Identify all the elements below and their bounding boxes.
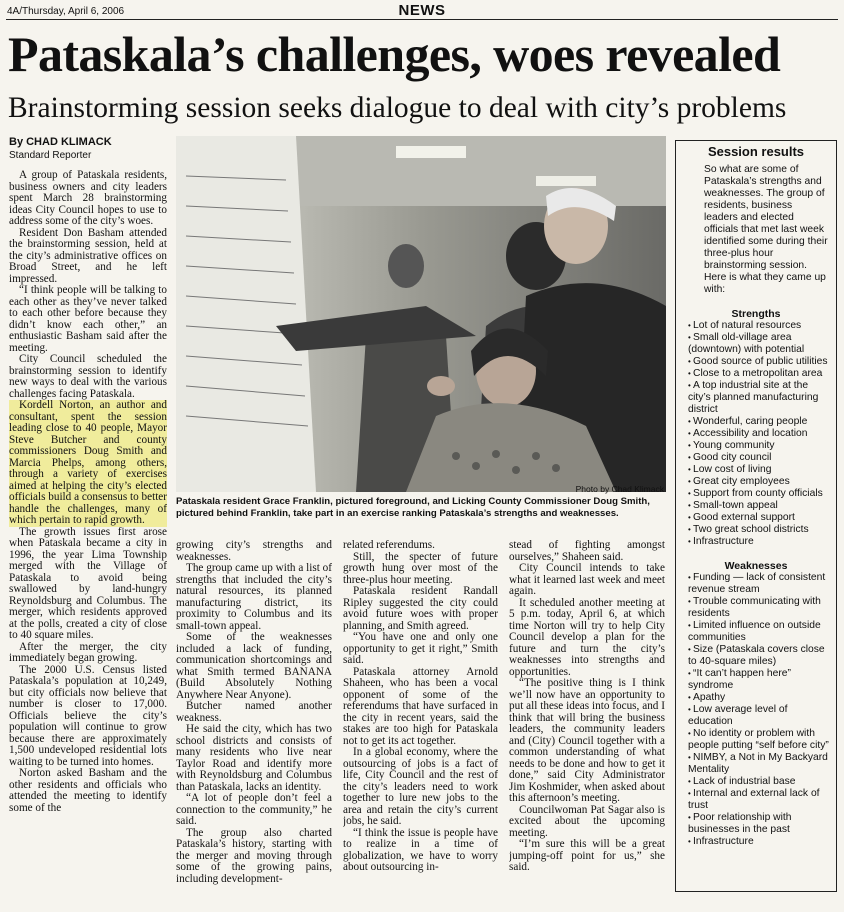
- sidebar-list-item: [688, 752, 830, 776]
- article-paragraph: “I think people will be talking to each other as they’ve never talked to each other before because they didn’t know each other,” an enthusiastic Basham said after the meeting.: [9, 284, 167, 354]
- sidebar-list-text: Good city council: [693, 452, 772, 463]
- article-paragraph: “I’m sure this will be a great jumping-off point for us,” she said.: [509, 838, 665, 873]
- article-paragraph: In a global economy, where the outsourcing of jobs is a fact of life, City Council and the rest of the city’s leaders need to work together to lure new jobs to the area and retain the city’s current jobs, he said.: [343, 746, 498, 827]
- sidebar-list-item: [688, 500, 830, 512]
- photo-credit: Photo by Chad Klimack: [575, 484, 664, 494]
- bullet-icon: •: [688, 441, 694, 450]
- sidebar-list-text: Small old-village area (downtown) with potential: [688, 332, 805, 355]
- bullet-icon: •: [688, 477, 694, 486]
- sidebar-list-item: [688, 452, 830, 464]
- bullet-icon: •: [688, 537, 694, 546]
- article-paragraph: Pataskala attorney Arnold Shaheen, who has been a vocal opponent of some of the referendums that have surfaced in the city in recent years, said the stakes are too high for Pataskala not to get its act together.: [343, 665, 498, 747]
- article-paragraph: A group of Pataskala residents, business owners and city leaders spent March 28 brainstorming ideas City Council hopes to use to address some of the city’s woes.: [9, 170, 167, 227]
- sidebar-list-item: [688, 644, 830, 668]
- folio: 4A/Thursday, April 6, 2006: [7, 6, 125, 17]
- sidebar-list-item: [688, 428, 830, 440]
- sidebar-list-item: [688, 380, 830, 416]
- sidebar-list-item: [688, 812, 830, 836]
- sidebar-list-text: Internal and external lack of trust: [688, 788, 820, 811]
- article-paragraph: “You have one and only one opportunity to get it right,” Smith said.: [343, 631, 498, 666]
- article-paragraph: The group also charted Pataskala’s history, starting with the merger and moving through some of the growing pains, including development-: [176, 826, 332, 885]
- bullet-icon: •: [688, 693, 694, 702]
- bullet-icon: •: [688, 525, 694, 534]
- byline: By CHAD KLIMACK: [9, 136, 112, 148]
- bullet-icon: •: [688, 321, 694, 330]
- article-column-3: [343, 540, 498, 906]
- sidebar-list-text: A top industrial site at the city’s planned manufacturing district: [688, 380, 819, 415]
- sidebar-list-text: Wonderful, caring people: [693, 416, 808, 427]
- article-paragraph: Pataskala resident Randall Ripley suggested the city could avoid future woes with proper planning, and Smith agreed.: [343, 585, 498, 632]
- article-paragraph: The group came up with a list of strengths that included the city’s natural resources, its planned manufacturing district, its proximity to Columbus and its small-town appeal.: [176, 562, 332, 632]
- sidebar-list-text: Lack of industrial base: [693, 776, 796, 787]
- bullet-icon: •: [688, 597, 694, 606]
- bullet-icon: •: [688, 513, 694, 522]
- bullet-icon: •: [688, 357, 694, 366]
- sidebar-list-item: [688, 836, 830, 848]
- sidebar-list-item: [688, 524, 830, 536]
- sidebar-list-item: [688, 692, 830, 704]
- sidebar-list-item: [688, 788, 830, 812]
- sidebar-list-item: [688, 476, 830, 488]
- bullet-icon: •: [688, 573, 694, 582]
- article-paragraph: City Council intends to take what it learned last week and meet again.: [509, 562, 665, 597]
- sidebar-list-item: [688, 596, 830, 620]
- article-column-1: [9, 170, 167, 906]
- article-paragraph: Still, the specter of future growth hung over most of the three-plus hour meeting.: [343, 550, 498, 586]
- sidebar-intro: So what are some of Pataskala’s strengths and weaknesses. The group of residents, business leaders and elected officials that met last week identified some during their three-plus hour brainstorming session. Here is what they came up with:: [704, 164, 828, 295]
- sidebar-list-text: Infrastructure: [693, 836, 754, 847]
- article-column-2: [176, 540, 332, 906]
- bullet-icon: •: [688, 465, 694, 474]
- article-paragraph: Some of the weaknesses included a lack of funding, communication shortcomings and what Smith termed BANANA (Build Absolutely Nothing Anywhere Near Anyone).: [176, 631, 332, 701]
- section-label: NEWS: [398, 2, 446, 19]
- article-paragraph: After the merger, the city immediately began growing.: [9, 640, 167, 664]
- bullet-icon: •: [688, 381, 694, 390]
- weaknesses-heading: Weaknesses: [724, 560, 788, 572]
- sidebar-list-item: [688, 416, 830, 428]
- sidebar-list-text: “It can’t happen here” syndrome: [688, 668, 791, 691]
- sidebar-list-text: Trouble communicating with residents: [688, 596, 821, 619]
- article-paragraph: related referendums.: [343, 540, 435, 551]
- sidebar-list-item: [688, 704, 830, 728]
- sidebar-list-text: Great city employees: [693, 476, 790, 487]
- bullet-icon: •: [688, 333, 694, 342]
- article-paragraph: The growth issues first arose when Pataskala became a city in 1996, the year Lima Township merged with the Village of Pataskala to avoid being swallowed by land-hungry Reynoldsburg and Columbus. The merger, which residents approved at the polls, created a city of close to 40 square miles.: [9, 525, 167, 641]
- bullet-icon: •: [688, 813, 694, 822]
- news-photo: [176, 136, 666, 492]
- sidebar-list-item: [688, 512, 830, 524]
- sidebar-list-item: [688, 356, 830, 368]
- bullet-icon: •: [688, 645, 694, 654]
- header-rule: [6, 19, 838, 20]
- bullet-icon: •: [688, 429, 694, 438]
- bullet-icon: •: [688, 705, 694, 714]
- sidebar-list-text: NIMBY, a Not in My Backyard Mentality: [688, 752, 828, 775]
- sidebar-list-item: [688, 320, 830, 332]
- bullet-icon: •: [688, 501, 694, 510]
- sidebar-list-text: Two great school districts: [693, 524, 809, 535]
- article-paragraph: stead of fighting amongst ourselves,” Shaheen said.: [509, 540, 665, 563]
- article-paragraph: It scheduled another meeting at 5 p.m. today, April 6, at which time Norton will try to help City Council develop a plan for the future and turn the city’s weaknesses into strengths and opportunities.: [509, 596, 665, 678]
- bullet-icon: •: [688, 753, 694, 762]
- article-paragraph: “I think the issue is people have to realize in a time of globalization, we have to worry about outsourcing in-: [343, 826, 498, 873]
- sidebar-list-text: Good external support: [693, 512, 795, 523]
- sidebar-list-text: Funding — lack of consistent revenue stream: [688, 572, 826, 595]
- bullet-icon: •: [688, 489, 694, 498]
- article-paragraph: Councilwoman Pat Sagar also is excited about the upcoming meeting.: [509, 803, 665, 839]
- bullet-icon: •: [688, 621, 694, 630]
- article-paragraph: growing city’s strengths and weaknesses.: [176, 540, 332, 563]
- sidebar-list-text: Small-town appeal: [693, 500, 778, 511]
- sidebar-list-item: [688, 464, 830, 476]
- article-paragraph: Norton asked Basham and the other residents and officials who attended the meeting to identify some of the: [9, 767, 167, 814]
- strengths-list: [676, 320, 836, 548]
- sidebar-list-text: Lot of natural resources: [693, 320, 802, 331]
- sidebar-list-item: [688, 620, 830, 644]
- bullet-icon: •: [688, 789, 694, 798]
- sidebar-list-text: Poor relationship with businesses in the past: [688, 812, 792, 835]
- sidebar-list-text: Size (Pataskala covers close to 40-square miles): [688, 644, 825, 667]
- sidebar-list-item: [688, 440, 830, 452]
- sidebar-list-item: [688, 572, 830, 596]
- strengths-heading: Strengths: [731, 308, 781, 320]
- sidebar-list-item: [688, 368, 830, 380]
- sidebar-list-text: No identity or problem with people putting “self before city”: [688, 728, 829, 751]
- sidebar-list-text: Low cost of living: [693, 464, 772, 475]
- article-paragraph: He said the city, which has two school districts and consists of many residents who live near Taylor Road and identify more with Reynoldsburg and Columbus than Pataskala, lacks an identity.: [176, 723, 332, 793]
- bullet-icon: •: [688, 369, 694, 378]
- article-paragraph: “A lot of people don’t feel a connection to the community,” he said.: [176, 792, 332, 827]
- sidebar-title: Session results: [707, 144, 805, 159]
- bullet-icon: •: [688, 837, 694, 846]
- bullet-icon: •: [688, 729, 694, 738]
- article-paragraph: “The positive thing is I think we’ll now have an opportunity to put all these ideas into focus, and I think that will bring the business leaders, the community leaders and (City) Council together with a common understanding of what needs to be done and how to get it done,” said City Administrator Jim Koshmider, when asked about this afternoon’s meeting.: [509, 677, 665, 804]
- headline: Pataskala’s challenges, woes revealed: [8, 26, 781, 82]
- sidebar-list-text: Support from county officials: [693, 488, 823, 499]
- byline-title: Standard Reporter: [9, 150, 92, 161]
- article-column-4: [509, 540, 665, 906]
- sidebar-list-item: [688, 332, 830, 356]
- sidebar-list-text: Close to a metropolitan area: [693, 368, 823, 379]
- sidebar-list-text: Low average level of education: [688, 704, 788, 727]
- weaknesses-list: [676, 572, 836, 848]
- sidebar-list-text: Apathy: [693, 692, 726, 703]
- sidebar-list-item: [688, 776, 830, 788]
- sidebar-list-text: Accessibility and location: [693, 428, 808, 439]
- sidebar-list-item: [688, 536, 830, 548]
- bullet-icon: •: [688, 669, 694, 678]
- bullet-icon: •: [688, 417, 694, 426]
- bullet-icon: •: [688, 453, 694, 462]
- sidebar-list-item: [688, 728, 830, 752]
- photo-caption: Pataskala resident Grace Franklin, pictured foreground, and Licking County Commissioner Doug Smith, pictured behind Franklin, take part in an exercise ranking Pataskala’s strengths and weaknesses.: [176, 496, 650, 519]
- sidebar-list-text: Good source of public utilities: [693, 356, 828, 367]
- article-paragraph: Resident Don Basham attended the brainstorming session, held at the city’s administrative offices on Broad Street, and he left impressed.: [9, 226, 167, 285]
- sidebar-list-text: Infrastructure: [693, 536, 754, 547]
- sidebar-list-text: Limited influence on outside communities: [688, 620, 821, 643]
- session-results-sidebar: [675, 140, 837, 892]
- article-paragraph: The 2000 U.S. Census listed Pataskala’s population at 10,249, but city officials now believe that number is closer to 17,000. Officials believe the city’s population will continue to grow because there are approximately 1,500 undeveloped residential lots waiting to be turned into homes.: [9, 663, 167, 768]
- highlighted-paragraph: Kordell Norton, an author and consultant, spent the session leading close to 40 people, Mayor Steve Butcher and county commissioners Doug Smith and Marcia Phelps, among others, through a variety of exercises aimed at helping the city’s elected officials build a consensus to better handle the challenges, many of which pertain to rapid growth.: [9, 399, 167, 526]
- bullet-icon: •: [688, 777, 694, 786]
- sidebar-list-text: Young community: [693, 440, 775, 451]
- deck: Brainstorming session seeks dialogue to deal with city’s problems: [8, 92, 787, 124]
- sidebar-list-item: [688, 488, 830, 500]
- article-paragraph: Butcher named another weakness.: [176, 700, 332, 724]
- sidebar-list-item: [688, 668, 830, 692]
- article-paragraph: City Council scheduled the brainstorming session to identify new ways to deal with the various challenges facing Pataskala.: [9, 353, 167, 400]
